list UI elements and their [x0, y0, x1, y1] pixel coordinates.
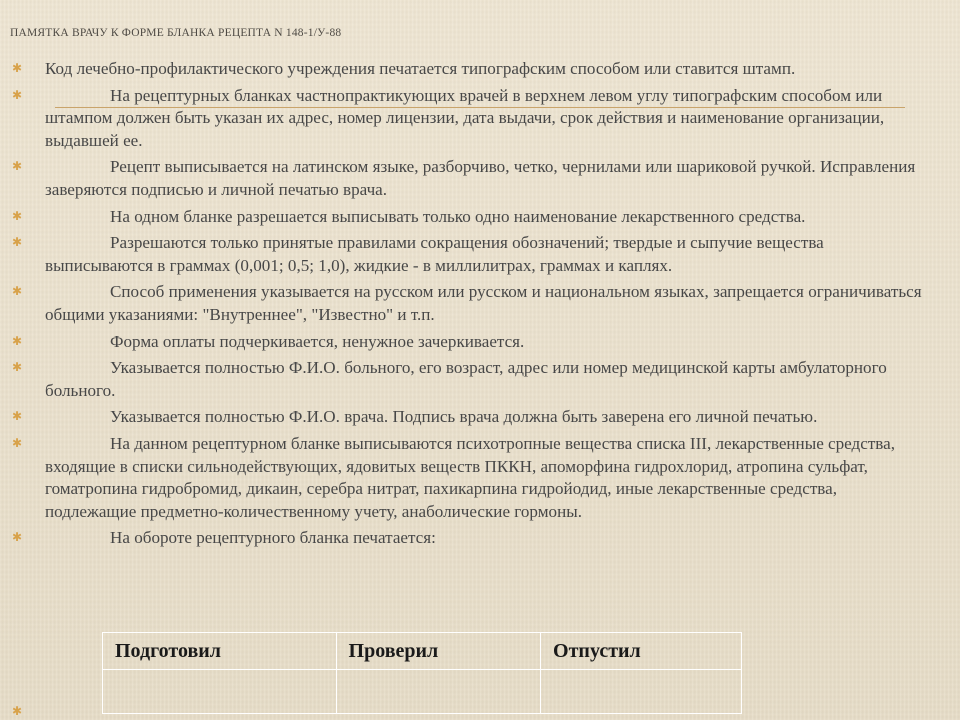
bullet-text: Разрешаются только принятые правилами сокращения обозначений; твердые и сыпучие вещества выписываются в граммах (0,001; 0,5; 1,0), жидкие - в миллилитрах, граммах и каплях. [45, 233, 824, 275]
list-item [0, 357, 925, 402]
star-bullet-icon: ✱ [12, 284, 23, 299]
list-item [0, 156, 925, 201]
table-cell-empty [541, 670, 742, 714]
star-bullet-icon: ✱ [12, 435, 23, 450]
header-dispensed: Отпустил [541, 633, 742, 670]
star-bullet-icon: ✱ [12, 360, 23, 375]
list-item [0, 58, 925, 81]
star-bullet-icon: ✱ [12, 159, 23, 174]
star-bullet-icon: ✱ [12, 530, 23, 545]
list-item [0, 206, 925, 229]
bullet-text: Способ применения указывается на русском или русском и национальном языках, запрещается ограничиваться общими указаниями: "Внутреннее", "Известно" и т.п. [45, 282, 922, 324]
star-bullet-icon: ✱ [12, 704, 23, 718]
star-bullet-icon: ✱ [12, 61, 23, 75]
bullet-list [0, 58, 960, 554]
slide-title: ПАМЯТКА ВРАЧУ К ФОРМЕ БЛАНКА РЕЦЕПТА N 148-1/У-88 [10, 27, 342, 39]
bullet-text: Форма оплаты подчеркивается, ненужное зачеркивается. [110, 331, 525, 351]
table-header-row [103, 633, 742, 670]
star-bullet-icon: ✱ [12, 333, 23, 348]
bullet-text: Рецепт выписывается на латинском языке, разборчиво, четко, чернилами или шариковой ручкой. Исправления заверяются подписью и личной печатью врача. [45, 157, 916, 199]
table-cell-empty [103, 670, 337, 714]
bullet-text: На рецептурных бланках частнопрактикующих врачей в верхнем левом углу типографским способом или штампом должен быть указан их адрес, номер лицензии, дата выдачи, срок действия и наименование организации, выдавшей ее. [45, 85, 885, 150]
star-bullet-icon: ✱ [12, 409, 23, 424]
star-bullet-icon: ✱ [12, 87, 23, 102]
bullet-text: На данном рецептурном бланке выписываются психотропные вещества списка III, лекарственные средства, входящие в списки сильнодействующих, ядовитых веществ ПККН, апоморфина гидрохлорид, атропина сульфат, гоматропина гидробромид, дикаин, серебра нитрат, пахикарпина гидройодид, иные лекарственные средства, подлежащие предметно-количественному учету, анаболические гормоны. [45, 433, 896, 521]
bullet-text: На обороте рецептурного бланка печатается: [110, 528, 436, 548]
list-item [0, 433, 925, 523]
signature-table [102, 632, 742, 714]
star-bullet-icon: ✱ [12, 208, 23, 223]
list-item [0, 281, 925, 326]
list-item [0, 331, 925, 354]
header-checked: Проверил [336, 633, 541, 670]
bullet-text: Указывается полностью Ф.И.О. врача. Подпись врача должна быть заверена его личной печатью. [110, 407, 818, 427]
list-item [0, 406, 925, 429]
bullet-text: Указывается полностью Ф.И.О. больного, его возраст, адрес или номер медицинской карты амбулаторного больного. [45, 358, 887, 400]
bullet-text: На одном бланке разрешается выписывать только одно наименование лекарственного средства. [110, 206, 806, 226]
list-item [0, 232, 925, 277]
table-cell-empty [336, 670, 541, 714]
star-bullet-icon: ✱ [12, 235, 23, 250]
list-item [0, 85, 925, 153]
table-row [103, 670, 742, 714]
header-prepared: Подготовил [103, 633, 337, 670]
bullet-text: Код лечебно-профилактического учреждения печатается типографским способом или ставится штамп. [45, 59, 796, 78]
list-item [0, 527, 925, 550]
